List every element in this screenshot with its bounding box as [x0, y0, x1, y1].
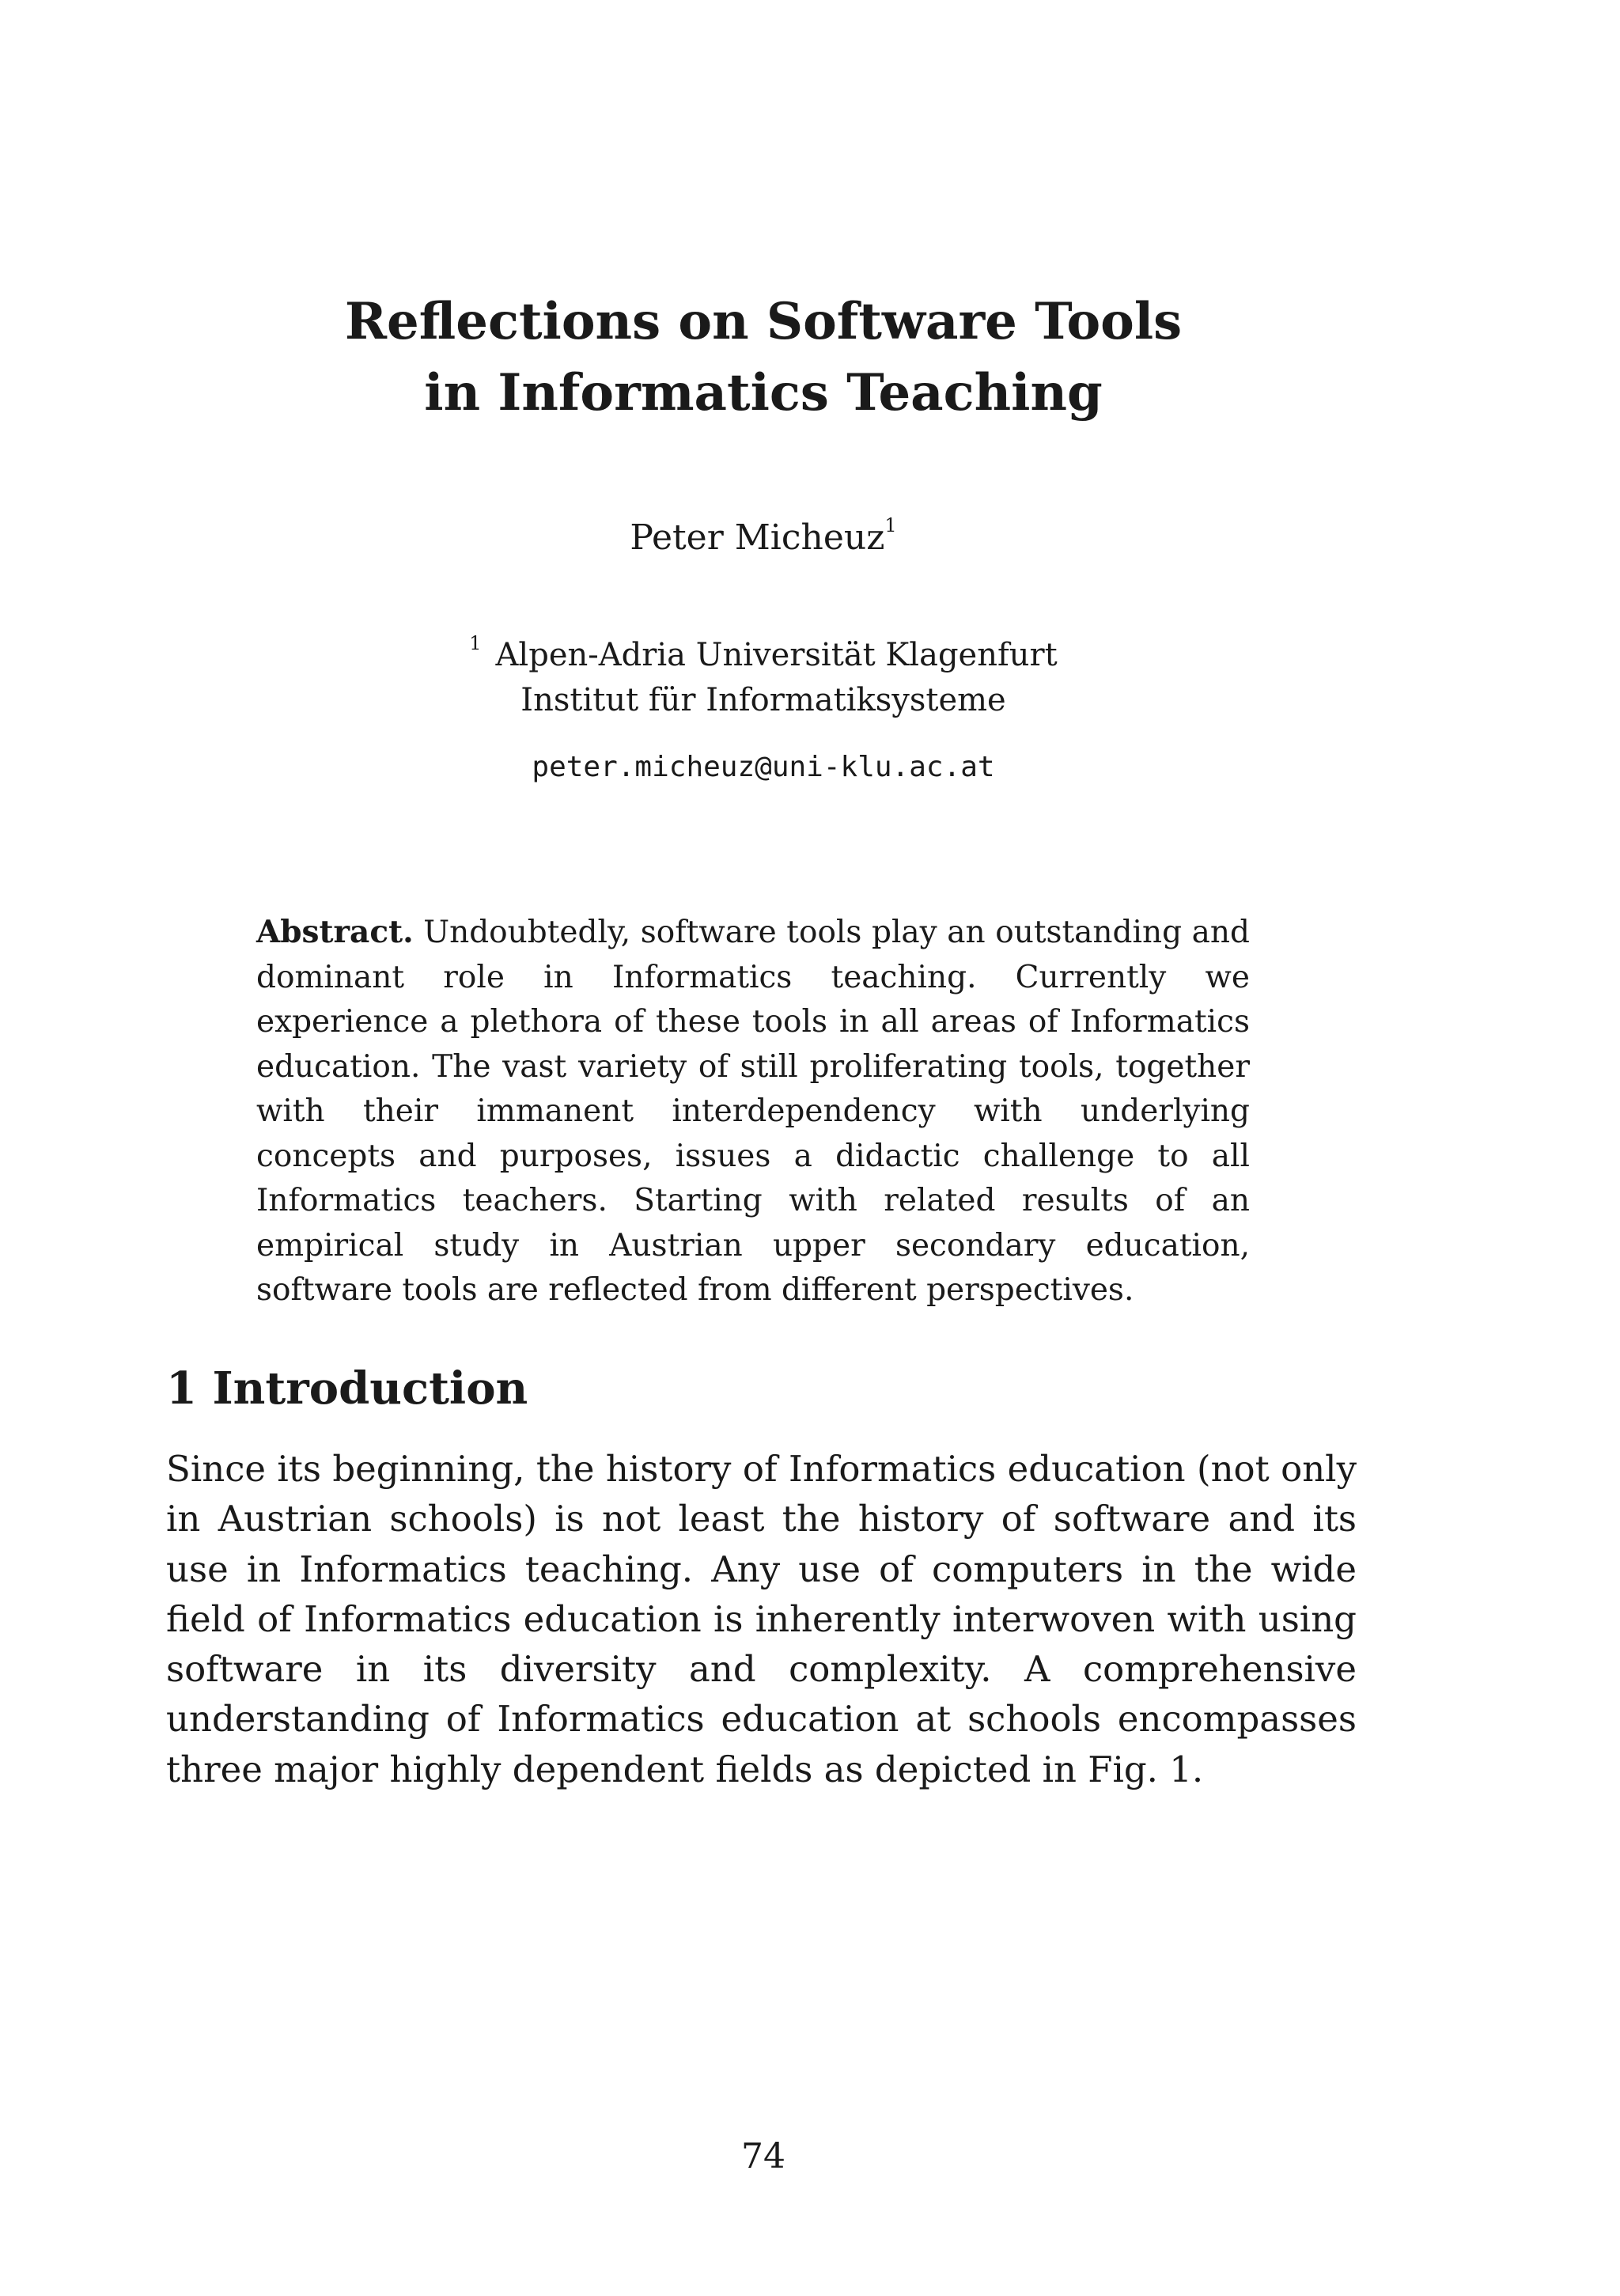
- title-line-1: Reflections on Software Tools: [344, 292, 1183, 351]
- paper-title: [0, 286, 1527, 429]
- section-heading-introduction: 1 Introduction: [166, 1362, 528, 1415]
- affiliation-block: [0, 633, 1527, 723]
- abstract: [256, 910, 1250, 1313]
- abstract-label: Abstract.: [256, 914, 414, 950]
- affiliation-mark: 1: [469, 632, 482, 654]
- affiliation-line-1: [0, 633, 1527, 678]
- abstract-text: Undoubtedly, software tools play an outstanding and dominant role in Informatics teaching. Currently we experience a plethora of these tools in all areas of Informatics education. The vast variety of still proliferating tools, together with their immanent interdependency with underlying concepts and purposes, issues a didactic challenge to all Informatics teachers. Starting with related results of an empirical study in Austrian upper secondary education, software tools are reflected from different perspectives.: [256, 915, 1250, 1308]
- author-affiliation-mark: 1: [884, 514, 897, 536]
- affiliation-university: Alpen-Adria Universität Klagenfurt: [495, 637, 1058, 673]
- author-line: [0, 514, 1527, 562]
- title-line-2: in Informatics Teaching: [424, 363, 1103, 422]
- author-email: peter.micheuz@uni-klu.ac.at: [532, 751, 995, 783]
- page-number: 74: [741, 2136, 785, 2177]
- affiliation-institute: Institut für Informatiksysteme: [520, 682, 1006, 718]
- introduction-paragraph: Since its beginning, the history of Informatics education (not only in Austrian schools) is not least the history of software and its use in Informatics teaching. Any use of computers in the wide field of Informatics education is inherently interwoven with using software in its diversity and complexity. A comprehensive understanding of Informatics education at schools encompasses three major highly dependent fields as depicted in Fig. 1.: [166, 1448, 1357, 1790]
- author-name: Peter Micheuz: [630, 517, 885, 558]
